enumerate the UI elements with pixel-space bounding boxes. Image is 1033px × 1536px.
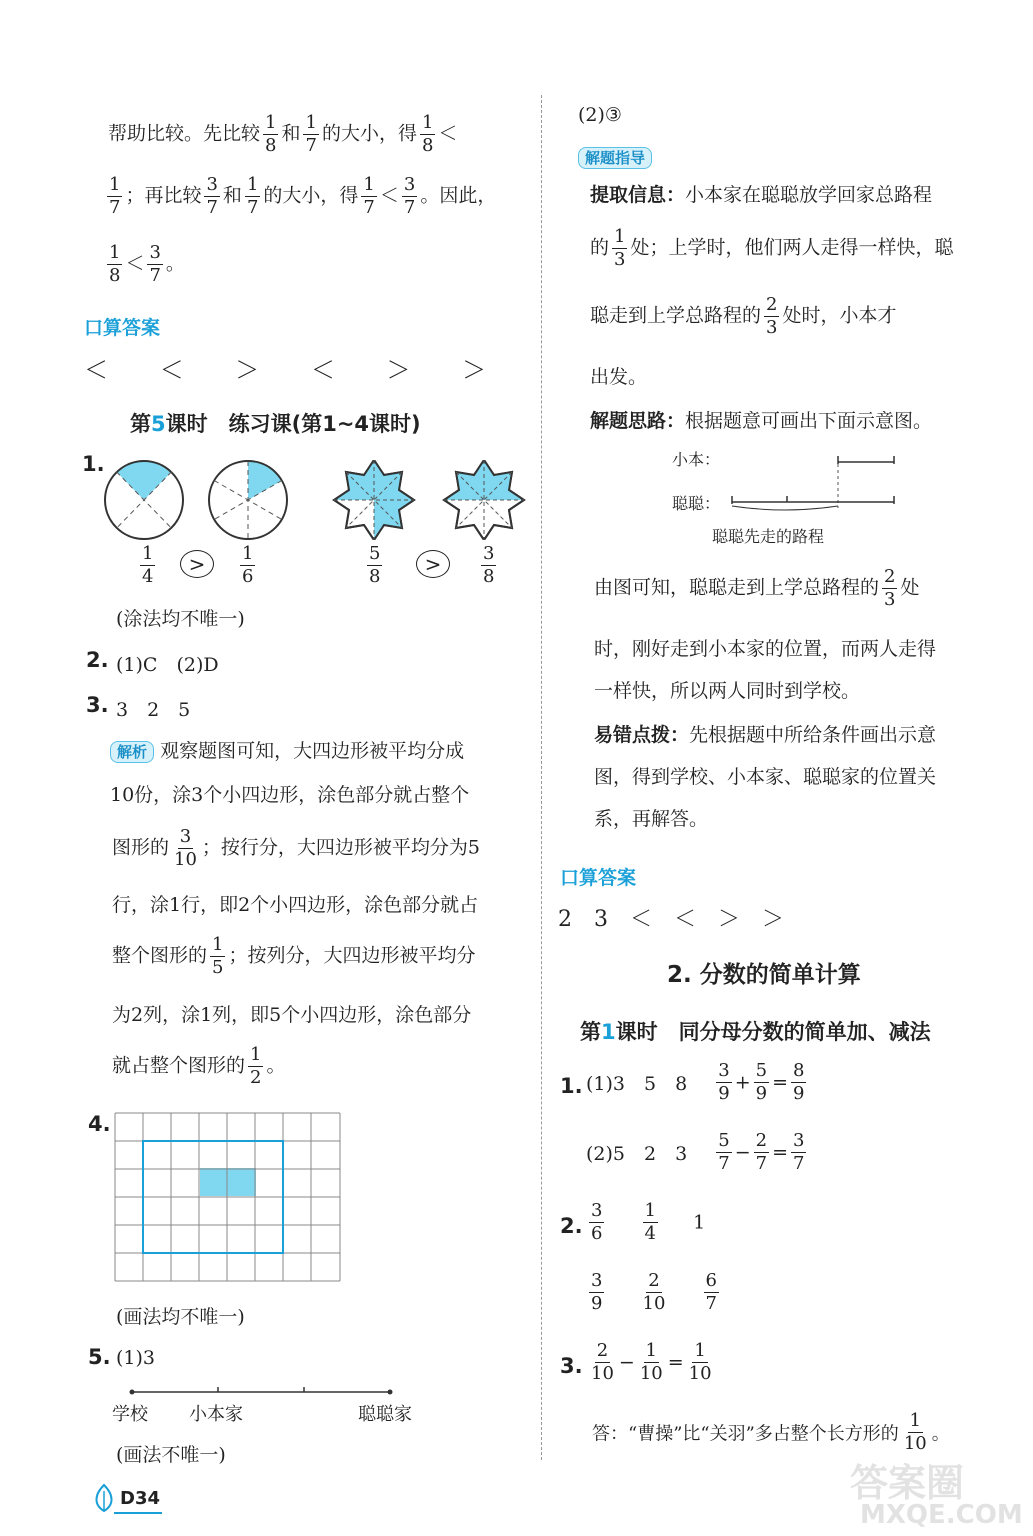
q1-frac-a: $\frac{1}{4}$ [142, 543, 154, 587]
lesson1-title: 第1课时 同分母分数的简单加、减法 [580, 1020, 931, 1044]
q3-explain-line-4: 行，涂1行，即2个小四边形，涂色部分就占 [112, 894, 479, 916]
star-three-eighths [444, 460, 524, 540]
star-five-eighths [334, 460, 414, 540]
q4-number: 4. [88, 1112, 111, 1136]
q2-answer: (1)C (2)D [116, 654, 219, 676]
q1-shapes [104, 460, 534, 540]
intro-line-3: $\frac{1}{8}$ ＜ $\frac{3}{7}$ 。 [109, 242, 185, 286]
q3-answer: 3 2 5 [116, 699, 191, 721]
q4-grid [114, 1112, 342, 1284]
kousuan-answers-left: ＜ ＜ ＞ ＜ ＞ ＞ [84, 356, 509, 384]
q5-label-congcong: 聪聪家 [358, 1404, 412, 1425]
r1-line-1: (1)3 5 8 $\frac{3}{9}$ + $\frac{5}{9}$ = $\frac{8}{9}$ [586, 1060, 805, 1104]
q1-frac-d: $\frac{3}{8}$ [483, 543, 495, 587]
q3-explain-line-5: 整个图形的 $\frac{1}{5}$ ；按列分，大四边形被平均分 [112, 934, 476, 978]
r-answer-2: (2)③ [578, 104, 622, 126]
r3-answer: 答：“曹操”比“关羽”多占整个长方形的 $\frac{1}{10}$ 。 [592, 1410, 950, 1454]
kousuan-title-left: 口算答案 [84, 317, 161, 339]
r-extract-line-2: 的 $\frac{1}{3}$ 处；上学时，他们两人走得一样快，聪 [590, 226, 954, 270]
r3-number: 3. [560, 1354, 583, 1378]
diag-caption: 聪聪先走的路程 [712, 527, 825, 546]
r-extract-line-4: 出发。 [590, 366, 648, 388]
page-number: D34 [120, 1488, 160, 1509]
r2-number: 2. [560, 1214, 583, 1238]
r1-number: 1. [560, 1074, 583, 1098]
q4-note: (画法均不唯一) [116, 1306, 245, 1328]
q3-explain-line-7: 就占整个图形的 $\frac{1}{2}$ 。 [112, 1044, 286, 1088]
q1-note: (涂法均不唯一) [116, 608, 245, 630]
watermark-bottom: MXQE.COM [860, 1500, 1023, 1530]
lesson5-title: 第5课时 练习课(第1~4课时) [130, 412, 421, 436]
r2-line-1: $\frac{3}{6}$ $\frac{1}{4}$ 1 [591, 1200, 706, 1244]
q3-explain-line-6: 为2列，涂1列，即5个小四边形，涂色部分 [112, 1004, 472, 1026]
q3-number: 3. [86, 693, 109, 717]
kousuan-answers-right: 2 3 ＜ ＜ ＞ ＞ [558, 907, 784, 932]
q1-frac-c: $\frac{5}{8}$ [369, 543, 381, 587]
q3-explain-line-1: 解析 观察题图可知，大四边形被平均分成 [110, 736, 464, 763]
r-conclusion-line-2: 时，刚好走到小本家的位置，而两人走得 [594, 638, 937, 660]
diag-drawing [728, 448, 898, 518]
intro-line-2: $\frac{1}{7}$ ；再比较 $\frac{3}{7}$ 和 $\frac{1}{7}$ 的大小，得 $\frac{1}{7}$ ＜ $\frac{3}{7}$ 。因此， [109, 174, 497, 218]
q1-compare-2: > [416, 550, 450, 578]
circle-quarter-shaded [105, 461, 183, 539]
q5-label-xiaoben: 小本家 [189, 1404, 243, 1425]
q1-frac-b: $\frac{1}{6}$ [242, 543, 254, 587]
q5-note: (画法不唯一) [116, 1444, 226, 1466]
r-conclusion-line-3: 一样快，所以两人同时到学校。 [594, 680, 861, 702]
q1-compare-1: > [180, 550, 214, 578]
q3-explain-line-3: 图形的 $\frac{3}{10}$ ；按行分，大四边形被平均分为5 [112, 826, 481, 870]
r-error-line-2: 图，得到学校、小本家、聪聪家的位置关 [594, 766, 937, 788]
r-guide-tag: 解题指导 [578, 146, 652, 169]
q5-label-school: 学校 [112, 1404, 148, 1425]
q3-explain-line-2: 10份，涂3个小四边形，涂色部分就占整个 [110, 784, 470, 806]
circle-sixth-shaded [209, 461, 287, 539]
q5-number: 5. [88, 1345, 111, 1369]
jiexi-tag: 解析 [110, 741, 154, 763]
r-extract-line-1: 提取信息：小本家在聪聪放学回家总路程 [590, 184, 933, 206]
r-error-line-3: 系，再解答。 [594, 808, 709, 830]
q2-number: 2. [86, 648, 109, 672]
r-error-line-1: 易错点拨：先根据题中所给条件画出示意 [594, 724, 937, 746]
q5-answer: (1)3 [116, 1347, 156, 1369]
r3-equation: $\frac{2}{10}$ − $\frac{1}{10}$ = $\frac{1}{10}$ [591, 1340, 712, 1384]
watermark-top: 答案圈 [850, 1461, 965, 1505]
q1-number: 1. [82, 452, 105, 476]
q5-number-line [126, 1385, 396, 1399]
r-conclusion-line-1: 由图可知，聪聪走到上学总路程的 $\frac{2}{3}$ 处 [594, 566, 920, 610]
leaf-icon [92, 1483, 116, 1513]
diag-label-congcong: 聪聪： [672, 494, 721, 513]
page-number-underline [114, 1512, 162, 1514]
kousuan-title-right: 口算答案 [560, 867, 637, 889]
column-divider [541, 95, 542, 1460]
r-extract-line-3: 聪走到上学总路程的 $\frac{2}{3}$ 处时，小本才 [590, 294, 897, 338]
section-2-title: 2. 分数的简单计算 [667, 962, 861, 988]
diag-label-xiaoben: 小本： [672, 450, 721, 469]
r-idea-line: 解题思路：根据题意可画出下面示意图。 [590, 410, 933, 432]
r2-line-2: $\frac{3}{9}$ $\frac{2}{10}$ $\frac{6}{7}$ [591, 1270, 717, 1314]
intro-line-1: 帮助比较。先比较 $\frac{1}{8}$ 和 $\frac{1}{7}$ 的大小，得 $\frac{1}{8}$ ＜ [108, 112, 458, 156]
r1-line-2: (2)5 2 3 $\frac{5}{7}$ − $\frac{2}{7}$ = $\frac{3}{7}$ [586, 1130, 805, 1174]
